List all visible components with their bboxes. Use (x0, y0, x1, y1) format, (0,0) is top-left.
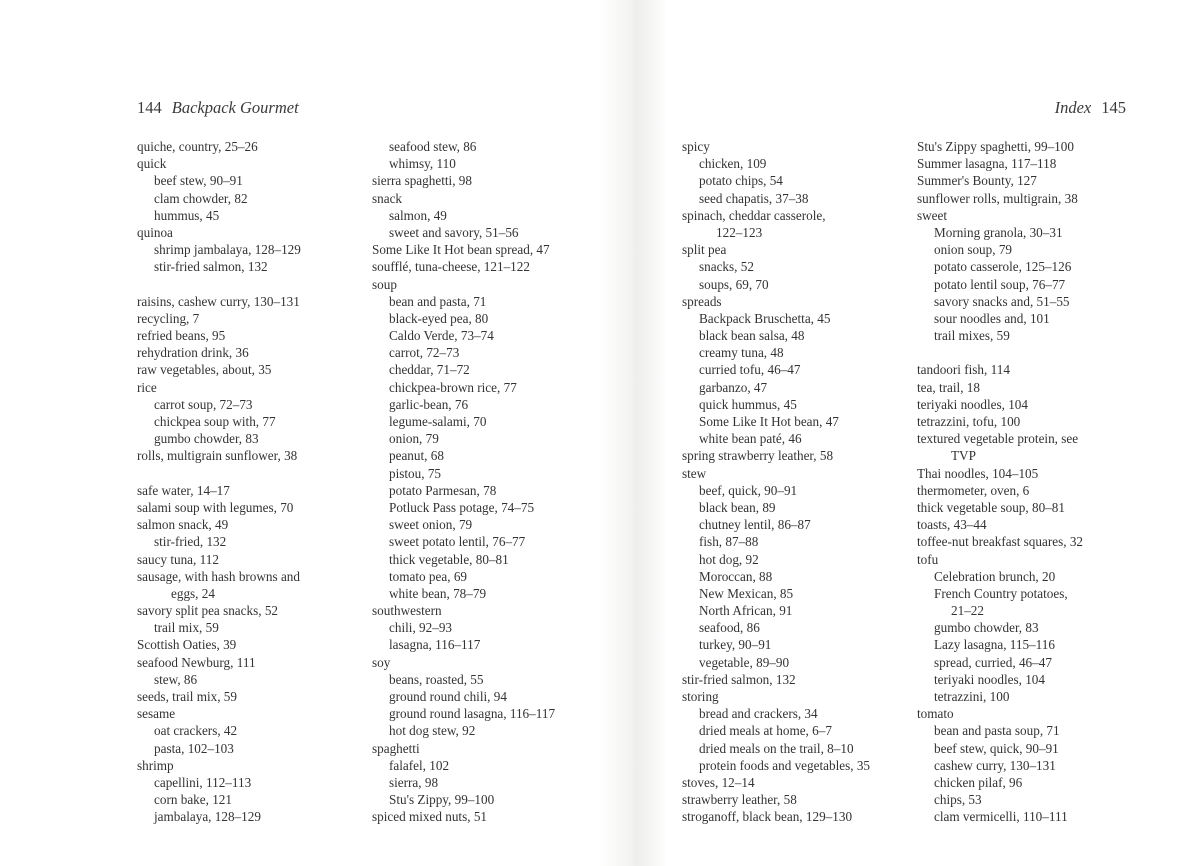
index-subentry: chickpea-brown rice, 77 (389, 379, 517, 395)
index-entry: spinach, cheddar casserole, (682, 207, 826, 223)
index-subentry: potato Parmesan, 78 (389, 482, 497, 498)
index-subentry: Caldo Verde, 73–74 (389, 328, 494, 344)
index-subentry: jambalaya, 128–129 (154, 809, 261, 825)
index-entry: Some Like It Hot bean spread, 47 (372, 242, 550, 258)
index-entry: tomato (917, 706, 954, 722)
index-subentry: French Country potatoes, (934, 585, 1068, 601)
index-subentry: ground round chili, 94 (389, 689, 507, 704)
index-subentry: shrimp jambalaya, 128–129 (154, 242, 301, 258)
index-subentry: tetrazzini, 100 (934, 689, 1010, 704)
book-gutter (598, 0, 668, 866)
index-subentry: chicken pilaf, 96 (934, 774, 1023, 790)
index-subentry: black-eyed pea, 80 (389, 310, 489, 326)
index-subentry: white bean paté, 46 (699, 431, 802, 447)
index-subentry: curried tofu, 46–47 (699, 362, 801, 378)
index-subentry: Celebration brunch, 20 (934, 568, 1056, 584)
index-subentry: lasagna, 116–117 (389, 637, 481, 653)
index-subentry: chili, 92–93 (389, 620, 453, 636)
index-subentry: Backpack Bruschetta, 45 (699, 310, 831, 326)
index-entry: spiced mixed nuts, 51 (372, 809, 488, 825)
index-subentry: black bean, 89 (699, 499, 776, 515)
index-entry: raw vegetables, about, 35 (137, 362, 272, 378)
index-subentry: sweet potato lentil, 76–77 (389, 534, 526, 550)
index-entry: seafood Newburg, 111 (137, 654, 256, 670)
index-subentry: white bean, 78–79 (389, 585, 487, 601)
index-entry: safe water, 14–17 (137, 482, 230, 498)
index-subentry: thick vegetable, 80–81 (389, 551, 509, 567)
index-subentry: capellini, 112–113 (154, 774, 252, 790)
index-subentry: turkey, 90–91 (699, 637, 772, 653)
index-subentry: beef stew, quick, 90–91 (934, 740, 1059, 756)
index-subentry: chicken, 109 (699, 156, 767, 172)
index-subentry: teriyaki noodles, 104 (934, 671, 1045, 687)
index-subentry: stir-fried, 132 (154, 534, 227, 550)
index-subentry: black bean salsa, 48 (699, 328, 805, 344)
index-subentry: beef stew, 90–91 (154, 173, 243, 189)
index-subentry: trail mixes, 59 (934, 328, 1010, 344)
index-entry: salmon snack, 49 (137, 517, 229, 533)
index-entry: sausage, with hash browns and (137, 568, 300, 584)
index-subentry: sour noodles and, 101 (934, 310, 1050, 326)
right-page-number: 145 (1101, 98, 1126, 117)
index-subentry: pistou, 75 (389, 465, 442, 481)
index-subentry: legume-salami, 70 (389, 414, 487, 429)
index-subentry: Some Like It Hot bean, 47 (699, 414, 839, 429)
index-subentry: New Mexican, 85 (699, 585, 794, 601)
index-entry: snack (372, 190, 403, 206)
index-entry: recycling, 7 (137, 310, 200, 326)
index-subentry: spread, curried, 46–47 (934, 654, 1052, 670)
index-subentry: falafel, 102 (389, 757, 450, 773)
index-subentry: sierra, 98 (389, 774, 439, 790)
index-subentry: onion, 79 (389, 431, 439, 447)
index-entry: rice (137, 379, 157, 395)
index-entry: spreads (682, 293, 722, 309)
index-gap (137, 276, 301, 293)
index-column-4 (917, 138, 1083, 826)
index-subentry: gumbo chowder, 83 (154, 431, 259, 447)
index-column-2 (372, 138, 555, 826)
index-subentry: protein foods and vegetables, 35 (699, 757, 871, 773)
index-subentry: garbanzo, 47 (699, 379, 768, 395)
index-entry: storing (682, 689, 719, 704)
index-entry: soup (372, 276, 397, 292)
index-entry: stroganoff, black bean, 129–130 (682, 809, 853, 825)
index-subentry: ground round lasagna, 116–117 (389, 706, 556, 722)
index-entry-continuation: 122–123 (716, 224, 763, 240)
index-subentry: trail mix, 59 (154, 620, 219, 636)
index-subentry: chutney lentil, 86–87 (699, 517, 811, 533)
index-entry: raisins, cashew curry, 130–131 (137, 293, 300, 309)
index-entry: tetrazzini, tofu, 100 (917, 414, 1021, 429)
index-subentry: potato casserole, 125–126 (934, 259, 1072, 275)
index-entry: stew (682, 465, 707, 481)
index-subentry: carrot, 72–73 (389, 345, 460, 361)
index-subentry: oat crackers, 42 (154, 723, 238, 739)
index-subentry: cheddar, 71–72 (389, 362, 470, 378)
index-entry: southwestern (372, 603, 442, 619)
index-subentry: savory snacks and, 51–55 (934, 293, 1070, 309)
index-subentry: beef, quick, 90–91 (699, 482, 798, 498)
index-entry: toasts, 43–44 (917, 517, 987, 533)
index-subentry: quick hummus, 45 (699, 396, 797, 412)
index-entry: saucy tuna, 112 (137, 551, 219, 567)
index-entry: sweet (917, 207, 948, 223)
index-entry: stoves, 12–14 (682, 774, 755, 790)
index-subentry: clam chowder, 82 (154, 190, 248, 206)
index-entry: savory split pea snacks, 52 (137, 603, 279, 619)
index-subentry: Morning granola, 30–31 (934, 224, 1063, 240)
index-entry: soy (372, 654, 391, 670)
index-column-3 (682, 138, 870, 826)
index-subentry: tomato pea, 69 (389, 568, 468, 584)
index-entry: Summer's Bounty, 127 (917, 173, 1037, 189)
index-entry-continuation: TVP (951, 448, 976, 464)
index-subentry: stew, 86 (154, 671, 198, 687)
index-entry: Summer lasagna, 117–118 (917, 156, 1057, 172)
index-gap (137, 465, 301, 482)
index-entry: toffee-nut breakfast squares, 32 (917, 534, 1084, 550)
index-entry: Scottish Oaties, 39 (137, 637, 237, 653)
index-entry: thick vegetable soup, 80–81 (917, 499, 1065, 515)
index-subentry: bean and pasta soup, 71 (934, 723, 1060, 739)
index-subentry: Moroccan, 88 (699, 568, 773, 584)
index-entry: teriyaki noodles, 104 (917, 396, 1028, 412)
index-subentry: dried meals at home, 6–7 (699, 723, 832, 739)
index-entry: rolls, multigrain sunflower, 38 (137, 448, 298, 464)
index-subentry: Potluck Pass potage, 74–75 (389, 499, 535, 515)
index-subentry: Stu's Zippy, 99–100 (389, 792, 495, 808)
left-page-header (137, 98, 299, 118)
index-entry: sunflower rolls, multigrain, 38 (917, 190, 1078, 206)
index-entry: shrimp (137, 757, 174, 773)
index-subentry: seafood, 86 (699, 620, 760, 636)
index-entry-continuation: eggs, 24 (171, 585, 215, 601)
index-entry: tea, trail, 18 (917, 379, 980, 395)
index-gap (917, 344, 1083, 361)
index-entry: spicy (682, 139, 710, 154)
index-subentry: hummus, 45 (154, 207, 220, 223)
index-entry: spaghetti (372, 740, 420, 756)
index-subentry: seafood stew, 86 (389, 139, 477, 154)
index-subentry: bread and crackers, 34 (699, 706, 818, 722)
index-subentry: hot dog, 92 (699, 551, 759, 567)
index-entry: thermometer, oven, 6 (917, 482, 1030, 498)
index-subentry: pasta, 102–103 (154, 740, 234, 756)
left-page-number: 144 (137, 98, 162, 117)
index-entry: tofu (917, 551, 939, 567)
index-subentry: North African, 91 (699, 603, 793, 619)
index-entry: refried beans, 95 (137, 328, 226, 344)
index-entry: quiche, country, 25–26 (137, 139, 258, 154)
index-subentry: peanut, 68 (389, 448, 444, 464)
index-subentry: stir-fried salmon, 132 (154, 259, 268, 275)
index-subentry: bean and pasta, 71 (389, 293, 487, 309)
index-entry: quick (137, 156, 167, 172)
index-entry: sierra spaghetti, 98 (372, 173, 472, 189)
index-entry: Thai noodles, 104–105 (917, 465, 1039, 481)
index-subentry: soups, 69, 70 (699, 276, 769, 292)
right-page-title: Index (1054, 98, 1092, 117)
index-subentry: carrot soup, 72–73 (154, 396, 253, 412)
index-subentry: cashew curry, 130–131 (934, 757, 1056, 773)
index-subentry: snacks, 52 (699, 259, 754, 275)
index-entry: stir-fried salmon, 132 (682, 671, 796, 687)
index-subentry: chips, 53 (934, 792, 982, 808)
index-subentry: whimsy, 110 (389, 156, 456, 172)
right-page-header (1055, 98, 1126, 118)
index-column-1 (137, 138, 301, 826)
index-subentry: garlic-bean, 76 (389, 396, 469, 412)
index-entry: Stu's Zippy spaghetti, 99–100 (917, 139, 1074, 154)
index-subentry: corn bake, 121 (154, 792, 232, 808)
index-subentry: hot dog stew, 92 (389, 723, 476, 739)
index-entry: spring strawberry leather, 58 (682, 448, 834, 464)
index-subentry: creamy tuna, 48 (699, 345, 784, 361)
index-entry: seeds, trail mix, 59 (137, 689, 237, 704)
index-entry: textured vegetable protein, see (917, 431, 1079, 447)
index-subentry: seed chapatis, 37–38 (699, 190, 809, 206)
index-entry: sesame (137, 706, 176, 722)
index-subentry: Lazy lasagna, 115–116 (934, 637, 1055, 653)
index-entry: salami soup with legumes, 70 (137, 499, 294, 515)
index-entry: rehydration drink, 36 (137, 345, 249, 361)
index-entry: tandoori fish, 114 (917, 362, 1010, 378)
index-subentry: potato chips, 54 (699, 173, 783, 189)
index-subentry: onion soup, 79 (934, 242, 1013, 258)
left-page-title: Backpack Gourmet (171, 98, 299, 117)
index-entry-continuation: 21–22 (951, 603, 984, 619)
index-entry: soufflé, tuna-cheese, 121–122 (372, 259, 530, 275)
index-subentry: beans, roasted, 55 (389, 671, 484, 687)
index-entry: strawberry leather, 58 (682, 792, 797, 808)
index-subentry: sweet onion, 79 (389, 517, 473, 533)
index-subentry: clam vermicelli, 110–111 (934, 809, 1068, 825)
index-entry: split pea (682, 242, 727, 258)
index-subentry: chickpea soup with, 77 (154, 414, 276, 429)
index-subentry: dried meals on the trail, 8–10 (699, 740, 854, 756)
index-subentry: vegetable, 89–90 (699, 654, 790, 670)
index-subentry: sweet and savory, 51–56 (389, 224, 519, 240)
index-subentry: gumbo chowder, 83 (934, 620, 1039, 636)
index-subentry: potato lentil soup, 76–77 (934, 276, 1066, 292)
index-subentry: fish, 87–88 (699, 534, 759, 550)
index-entry: quinoa (137, 224, 173, 240)
index-subentry: salmon, 49 (389, 207, 447, 223)
